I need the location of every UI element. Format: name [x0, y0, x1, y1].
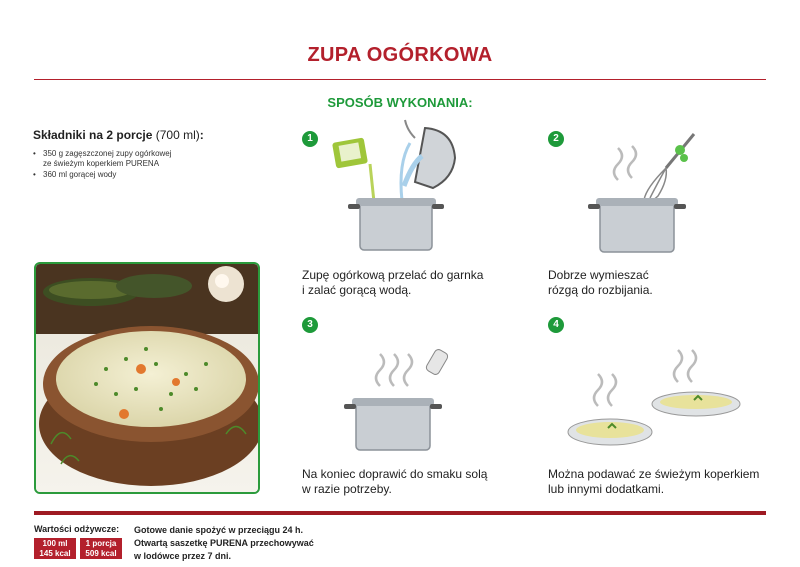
pot-pour-illustration — [330, 118, 470, 258]
method-heading: SPOSÓB WYKONANIA: — [327, 95, 473, 110]
step-4-number: 4 — [548, 317, 564, 333]
pot-whisk-illustration — [588, 128, 698, 256]
step-3-number: 3 — [302, 317, 318, 333]
step-1-text — [302, 268, 532, 298]
nutrition-label: Wartości odżywcze: — [34, 524, 120, 534]
step-1-number: 1 — [302, 131, 318, 147]
badge-line2: 509 kcal — [85, 549, 117, 558]
ingredients-heading-colon: : — [199, 128, 204, 142]
ingredient-item — [33, 149, 233, 169]
badge-line1: 100 ml — [42, 539, 68, 548]
ingredient-text: • 360 ml gorącej wody — [43, 170, 117, 179]
step-2-text-line1: Dobrze wymieszać — [548, 268, 649, 282]
step-1-text-line2: i zalać gorącą wodą. — [302, 283, 412, 297]
notes-line1: Gotowe danie spożyć w przeciągu 24 h. — [134, 525, 304, 535]
step-2-number: 2 — [548, 131, 564, 147]
ingredient-text: • 350 g zagęszczonej zupy ogórkowej — [43, 149, 172, 158]
step-4-text-line1: Można podawać ze świeżym koperkiem — [548, 467, 760, 481]
notes-line3: w lodówce przez 7 dni. — [134, 551, 232, 561]
bottom-divider — [34, 511, 766, 515]
nutrition-badge-portion — [80, 538, 122, 559]
step-3-text-line1: Na koniec doprawić do smaku solą — [302, 467, 488, 481]
recipe-title: ZUPA OGÓRKOWA — [307, 44, 493, 66]
ingredients-heading-amount: (700 ml) — [155, 128, 200, 142]
ingredients-heading — [33, 128, 204, 142]
ingredient-text-cont: ze świeżym koperkiem PURENA — [43, 159, 160, 168]
badge-line1: 1 porcja — [85, 539, 117, 548]
step-1-text-line1: Zupę ogórkową przelać do garnka — [302, 268, 484, 282]
step-2-text — [548, 268, 778, 298]
ingredients-heading-bold: Składniki na 2 porcje — [33, 128, 153, 142]
step-3-text — [302, 467, 532, 497]
soup-bowls-illustration — [566, 346, 746, 450]
step-4-text-line2: lub innymi dodatkami. — [548, 482, 665, 496]
ingredient-item — [33, 170, 233, 180]
badge-line2: 145 kcal — [39, 549, 71, 558]
step-2-text-line2: rózgą do rozbijania. — [548, 283, 653, 297]
nutrition-badge-100ml — [34, 538, 76, 559]
pot-salt-illustration — [344, 346, 454, 454]
soup-photo-illustration — [36, 264, 258, 492]
ingredients-list — [33, 149, 233, 181]
storage-notes — [134, 524, 334, 563]
step-4-text — [548, 467, 778, 497]
title-divider — [34, 79, 766, 80]
step-3-text-line2: w razie potrzeby. — [302, 482, 392, 496]
notes-line2: Otwartą saszetkę PURENA przechowywać — [134, 538, 314, 548]
soup-photo — [34, 262, 260, 494]
